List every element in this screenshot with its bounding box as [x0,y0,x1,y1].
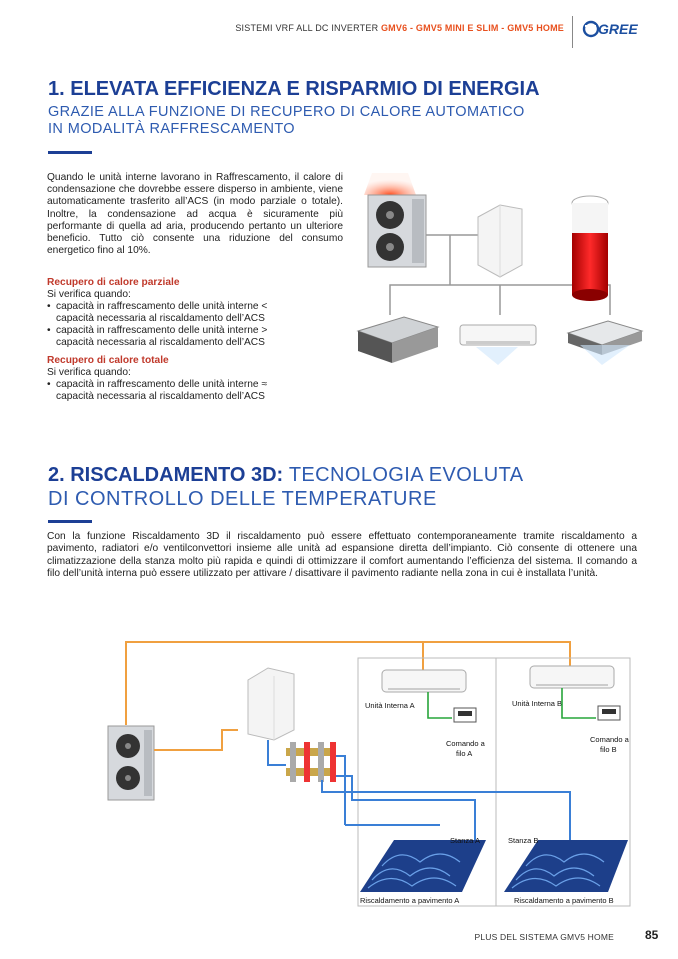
controller-b-label-1: Comando a [590,735,629,744]
orange-pipe-line [126,642,570,725]
unit-b-label: Unità Interna B [512,699,563,708]
floor-manifold-icon [286,742,336,782]
wall-unit-icon [460,325,536,365]
floor-heating-a-icon [360,840,486,892]
total-recovery-label: Recupero di calore totale [47,355,169,366]
svg-text:GREE: GREE [598,21,638,37]
hydro-module-icon [478,205,522,277]
header-divider [572,16,573,48]
heat-recovery-illustration [350,165,650,375]
room-a-label: Stanza A [450,836,481,845]
header-prefix: SISTEMI VRF ALL DC INVERTER [235,23,381,33]
page-number: 85 [645,928,659,942]
section1-title: 1. ELEVATA EFFICIENZA E RISPARMIO DI ENERGIA [48,78,540,100]
section2-paragraph: Con la funzione Riscaldamento 3D il riscaldamento può essere effettuato contemporaneamente tramite riscaldamento a pavimento, radiatori e/o ventilconvettori insieme alle unità ad espansione diretta dell’impianto. Ciò consente di ottenere una climatizzazione della stanza molto più rapida e quindi di ottimizzare il comfort aumentando l’efficienza del sistema. Il comando a filo dell’unità interna può essere utilizzato per attivare / disattivare il pavimento radiante nella zona in cui è installata l’unità. [47,531,637,580]
total-recovery-intro: Si verifica quando: [47,367,131,378]
floor-a-label: Riscaldamento a pavimento A [360,896,460,905]
heat-glow [364,173,416,195]
section2-title-line2: DI CONTROLLO DELLE TEMPERATURE [48,488,437,510]
partial-bullet-2: • capacità in raffrescamento delle unità interne > capacità necessaria al riscaldamento dell’ACS [47,325,268,349]
cassette-unit-icon [568,321,642,365]
hot-water-tank-icon [572,196,608,301]
green-wire-a [428,692,452,718]
section1-paragraph: Quando le unità interne lavorano in Raffrescamento, il calore di condensazione che dovrebbe essere disperso in ambiente, viene automaticamente trasferito all’ACS (in modo parziale o totale). Inoltre, la condensazione ad acqua è sicuramente più performante di quella ad aria, producendo pertanto un ulteriore beneficio. Tutto ciò consente una riduzione del consumo energetico fino al 10%. [47,172,343,257]
hydro-module-icon [248,668,294,740]
green-wire-b [562,688,596,718]
outdoor-unit-icon [368,195,426,267]
outdoor-unit-icon [108,726,154,800]
section2-rule [48,520,92,523]
partial-bullet-1: • capacità in raffrescamento delle unità interne < capacità necessaria al riscaldamento dell’ACS [47,301,268,325]
partial-recovery-intro: Si verifica quando: [47,289,131,300]
section1-rule [48,151,92,154]
indoor-unit-a-icon [382,670,466,692]
unit-a-label: Unità Interna A [365,701,415,710]
ducted-unit-icon [358,317,438,363]
indoor-unit-b-icon [530,666,614,688]
section2-title: 2. RISCALDAMENTO 3D: TECNOLOGIA EVOLUTA [48,464,524,486]
room-b-label: Stanza B [508,836,539,845]
header-highlight: GMV6 - GMV5 MINI E SLIM - GMV5 HOME [380,23,564,33]
floor-heating-b-icon [504,840,628,892]
controller-a-label-1: Comando a [446,739,485,748]
controller-a-label-2: filo A [456,749,473,758]
total-bullet-1: • capacità in raffrescamento delle unità interne ≈ capacità necessaria al riscaldamento dell’ACS [47,379,267,403]
section1-subtitle: GRAZIE ALLA FUNZIONE DI RECUPERO DI CALORE AUTOMATICO IN MODALITÀ RAFFRESCAMENTO [48,104,525,137]
partial-recovery-label: Recupero di calore parziale [47,277,180,288]
header-caption [235,23,564,33]
floor-b-label: Riscaldamento a pavimento B [514,896,614,905]
controller-b-label-2: filo B [600,745,617,754]
gree-logo [582,18,652,40]
footer-text: PLUS DEL SISTEMA GMV5 HOME [474,932,614,942]
3d-heating-diagram [90,630,650,920]
